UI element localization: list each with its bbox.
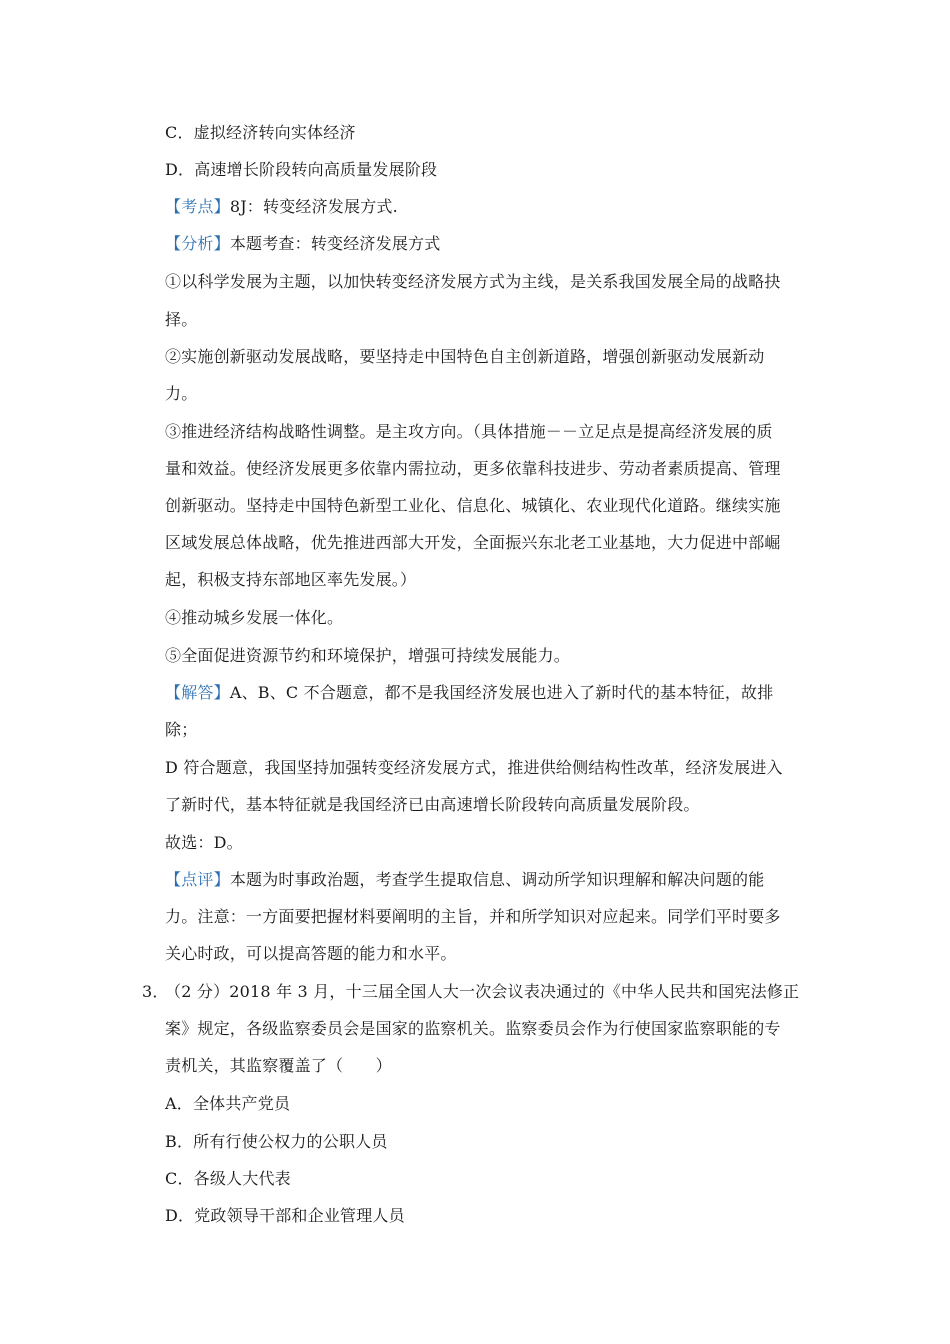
analysis-point-3-line-5: 起，积极支持东部地区率先发展。） bbox=[165, 570, 417, 589]
analysis-point-1-line-1: ①以科学发展为主题，以加快转变经济发展方式为主线，是关系我国发展全局的战略抉 bbox=[165, 272, 781, 291]
dianping-line-1 bbox=[165, 869, 764, 891]
dianping-tag: 【点评】 bbox=[165, 870, 230, 889]
question-3-number: 3． bbox=[142, 982, 169, 1001]
jieda-line-3: D 符合题意，我国坚持加强转变经济发展方式，推进供给侧结构性改革，经济发展进入 bbox=[165, 758, 783, 777]
analysis-point-5: ⑤全面促进资源节约和环境保护，增强可持续发展能力。 bbox=[165, 646, 571, 665]
fenxi-text: 本题考查：转变经济发展方式 bbox=[229, 234, 441, 253]
dianping-line-3: 关心时政，可以提高答题的能力和水平。 bbox=[165, 944, 457, 963]
analysis-point-4: ④推动城乡发展一体化。 bbox=[165, 608, 344, 627]
jieda-text: A、B、C 不合题意，都不是我国经济发展也进入了新时代的基本特征，故排 bbox=[229, 683, 774, 702]
jieda-line-4: 了新时代，基本特征就是我国经济已由高速增长阶段转向高质量发展阶段。 bbox=[165, 795, 700, 814]
kaodian-tag: 【考点】 bbox=[165, 197, 230, 216]
jieda-line-1 bbox=[165, 682, 773, 704]
kaodian-text: 8J：转变经济发展方式. bbox=[229, 197, 398, 216]
fenxi-line bbox=[165, 233, 440, 255]
question-3-stem-line-3: 责机关，其监察覆盖了（ ） bbox=[165, 1056, 392, 1075]
analysis-point-3-line-4: 区域发展总体战略，优先推进西部大开发，全面振兴东北老工业基地，大力促进中部崛 bbox=[165, 533, 781, 552]
kaodian-line bbox=[165, 196, 398, 218]
jieda-line-2: 除； bbox=[165, 720, 198, 739]
question-3-option-d: D．党政领导干部和企业管理人员 bbox=[165, 1206, 405, 1225]
analysis-point-2-line-2: 力。 bbox=[165, 384, 198, 403]
analysis-point-1-line-2: 择。 bbox=[165, 310, 198, 329]
analysis-point-3-line-3: 创新驱动。坚持走中国特色新型工业化、信息化、城镇化、农业现代化道路。继续实施 bbox=[165, 496, 781, 515]
question-3-option-c: C．各级人大代表 bbox=[165, 1169, 291, 1188]
analysis-point-2-line-1: ②实施创新驱动发展战略，要坚持走中国特色自主创新道路，增强创新驱动发展新动 bbox=[165, 347, 765, 366]
question-3-stem-line-1: （2 分）2018 年 3 月，十三届全国人大一次会议表决通过的《中华人民共和国宪法修正 bbox=[165, 982, 800, 1001]
question-3-option-a: A．全体共产党员 bbox=[165, 1094, 291, 1113]
dianping-line-2: 力。注意：一方面要把握材料要阐明的主旨，并和所学知识对应起来。同学们平时要多 bbox=[165, 907, 781, 926]
prev-option-d: D．高速增长阶段转向高质量发展阶段 bbox=[165, 160, 438, 179]
prev-option-c: C．虚拟经济转向实体经济 bbox=[165, 123, 356, 142]
answer-line: 故选：D。 bbox=[165, 833, 243, 852]
analysis-point-3-line-1: ③推进经济结构战略性调整。是主攻方向。（具体措施－－立足点是提高经济发展的质 bbox=[165, 422, 773, 441]
question-3-option-b: B．所有行使公权力的公职人员 bbox=[165, 1132, 388, 1151]
jieda-tag: 【解答】 bbox=[165, 683, 230, 702]
fenxi-tag: 【分析】 bbox=[165, 234, 230, 253]
analysis-point-3-line-2: 量和效益。使经济发展更多依靠内需拉动，更多依靠科技进步、劳动者素质提高、管理 bbox=[165, 459, 781, 478]
dianping-text: 本题为时事政治题，考查学生提取信息、调动所学知识理解和解决问题的能 bbox=[229, 870, 765, 889]
question-3-stem-line-2: 案》规定，各级监察委员会是国家的监察机关。监察委员会作为行使国家监察职能的专 bbox=[165, 1019, 781, 1038]
